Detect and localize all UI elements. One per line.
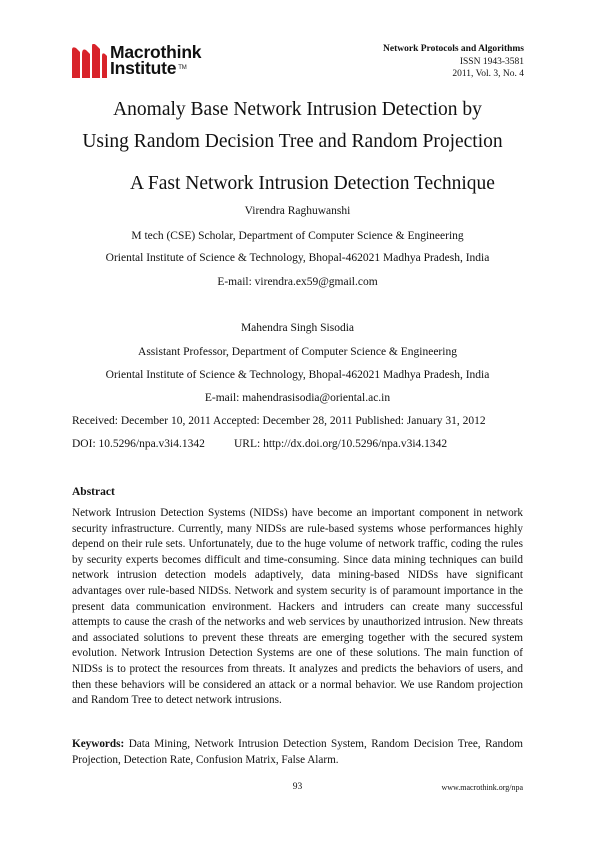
paper-title-line2: Using Random Decision Tree and Random Projection bbox=[82, 131, 503, 152]
publication-dates: Received: December 10, 2011 Accepted: December 28, 2011 Published: January 31, 2012 bbox=[72, 415, 486, 427]
paper-subtitle: A Fast Network Intrusion Detection Technique bbox=[130, 173, 495, 194]
author2-affiliation: Oriental Institute of Science & Technology, Bhopal-462021 Madhya Pradesh, India bbox=[105, 369, 490, 381]
journal-header bbox=[383, 43, 524, 81]
keywords-text: Data Mining, Network Intrusion Detection System, Random Decision Tree, Random Projection, Detection Rate, Confusion Matrix, False Alarm. bbox=[72, 738, 524, 766]
author1-affiliation: Oriental Institute of Science & Technology, Bhopal-462021 Madhya Pradesh, India bbox=[105, 252, 490, 264]
abstract-text: Network Intrusion Detection Systems (NIDSs) have become an important component in network security infrastructure. Currently, many NIDSs are rule-based systems whose performances highly depend on their rule sets. Unfortunately, due to the huge volume of network traffic, coding the rules by security experts becomes difficult and time-consuming. Since data mining techniques can build network intrusion detection models adaptively, data mining-based NIDSs have significant advantages over rule-based NIDSs. Network and system security is of paramount importance in the present data communication environment. Hackers and intruders can create many successful attempts to cause the crash of the networks and web services by unauthorized intrusion. New threats and associated solutions to prevent these threats are emerging together with the secured system evolution. Network Intrusion Detection Systems are one of these solutions. The main function of NIDSs is to protect the resources from threats. It analyzes and predicts the behaviors of users, and then these behaviors will be considered an attack or a normal behavior. We use Random projection and Random Tree to detect network intrusions. bbox=[72, 507, 523, 707]
macrothink-logo-icon bbox=[70, 44, 108, 78]
author2-role: Assistant Professor, Department of Computer Science & Engineering bbox=[138, 346, 457, 358]
journal-name: Network Protocols and Algorithms bbox=[383, 44, 524, 54]
doi: DOI: 10.5296/npa.v3i4.1342 bbox=[72, 438, 205, 450]
paper-title-line1: Anomaly Base Network Intrusion Detection by bbox=[113, 99, 482, 120]
footer-website[interactable]: www.macrothink.org/npa bbox=[441, 783, 523, 792]
logo-tm: TM bbox=[178, 65, 187, 71]
keywords-label: Keywords: bbox=[72, 738, 125, 750]
logo-name-line2: Institute bbox=[110, 58, 177, 78]
author1-email: E-mail: virendra.ex59@gmail.com bbox=[217, 276, 378, 288]
page-number: 93 bbox=[292, 782, 303, 792]
keywords bbox=[72, 737, 523, 768]
author1-role: M tech (CSE) Scholar, Department of Computer Science & Engineering bbox=[131, 230, 464, 242]
publisher-logo bbox=[70, 44, 230, 78]
doi-url[interactable]: URL: http://dx.doi.org/10.5296/npa.v3i4.1342 bbox=[234, 438, 448, 450]
author2-email: E-mail: mahendrasisodia@oriental.ac.in bbox=[204, 392, 391, 404]
abstract-heading: Abstract bbox=[72, 486, 115, 498]
logo-name-line1: Macrothink bbox=[110, 42, 202, 62]
author2-name: Mahendra Singh Sisodia bbox=[240, 322, 355, 334]
author1-name: Virendra Raghuwanshi bbox=[244, 205, 351, 217]
journal-issn: ISSN 1943-3581 bbox=[459, 56, 524, 67]
journal-volume: 2011, Vol. 3, No. 4 bbox=[452, 69, 524, 79]
